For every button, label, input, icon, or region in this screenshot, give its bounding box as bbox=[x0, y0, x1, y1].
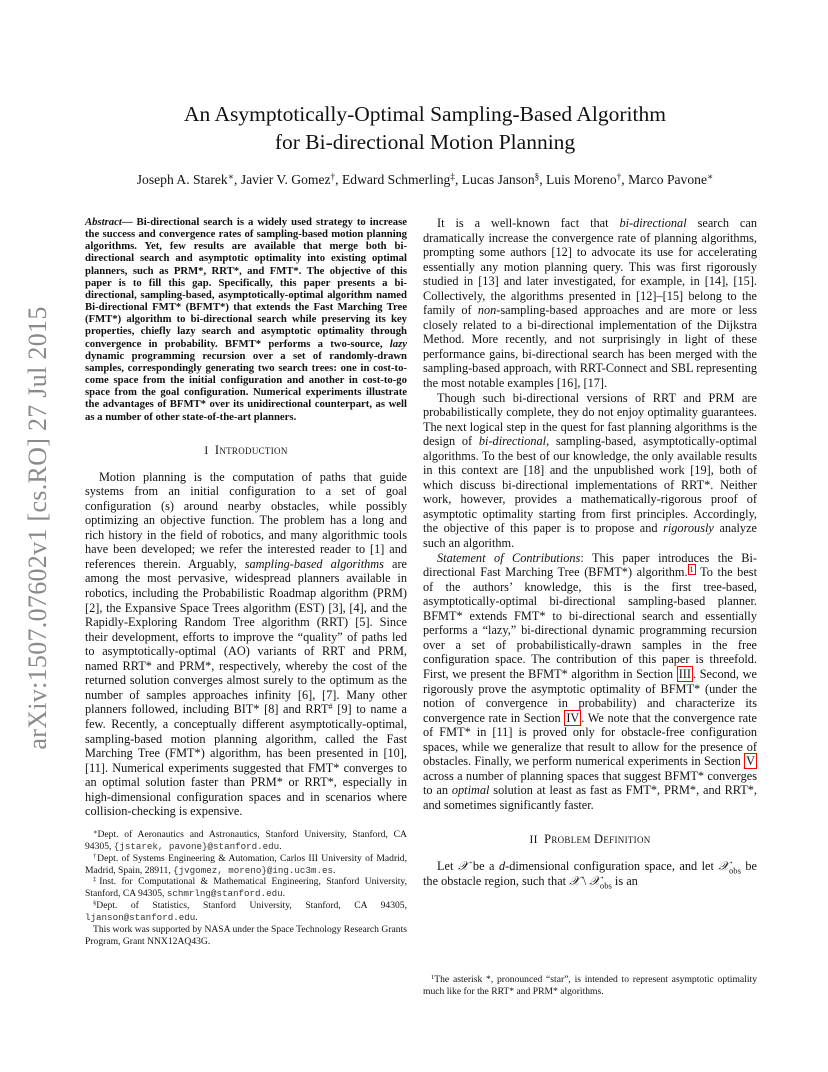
abstract: Abstract— Bi-directional search is a widely used strategy to increase the success and convergence rates of sampling-based motion planning algorithms. Yet, few results are available that merge both bi-directional search and asymptotic optimality into existing optimal planners, such as PRM*, RRT*, and FMT*. The objective of this paper is to fill this gap. Specifically, this paper presents a bi-directional, sampling-based, asymptotically-optimal algorithm named Bi-directional FMT* (BFMT*) that extends the Fast Marching Tree (FMT*) algorithm to bi-directional search while preserving its key properties, chiefly lazy search and asymptotic optimality through convergence in probability. BFMT* performs a two-source, lazy dynamic programming recursion over a set of randomly-drawn samples, correspondingly generating two search trees: one in cost-to-come space from the initial configuration and another in cost-to-go space from the goal configuration. Numerical experiments illustrate the advantages of BFMT* over its unidirectional counterpart, as well as a number of other state-of-the-art planners. bbox=[85, 216, 407, 423]
body-paragraph: Though such bi-directional versions of RRT and PRM are probabilistically complete, they do not enjoy optimality guarantees. The next logical step in the quest for fast planning algorithms is the design of bi-directional, sampling-based, asymptotically-optimal algorithms. To the best of our knowledge, the only available results in this context are [18] and the unpublished work [19], both of which discuss bi-directional implementations of RRT*. Neither work, however, provides a mathematically-rigorous proof of asymptotic optimality starting from first principles. Accordingly, the objective of this paper is to propose and rigorously analyze such an algorithm. bbox=[423, 390, 757, 551]
body-paragraph: Let 𝒳 be a d-dimensional configuration space, and let 𝒳$_{obs}$ be the obstacle region, such that 𝒳 \ 𝒳$_{obs}$ is an bbox=[423, 859, 758, 891]
affiliation-footnotes: ∗Dept. of Aeronautics and Astronautics, Stanford University, Stanford, CA 94305, {jstarek, pavone}@stanford.edu. †Dept. of Systems Engineering & Automation, Carlos III University of Madrid, Madrid, Spain, 28911, {jvgomez, moreno}@ing.uc3m.es. ‡Inst. for Computational & Mathematical Engineering, Stanford University, Stanford, CA 94305, schmrlng@stanford.edu. §Dept. of Statistics, Stanford University, Stanford, CA 94305, ljanson@stanford.edu. This work was supported by NASA under the Space Technology Research Grants Program, Grant NNX12AQ43G. bbox=[85, 828, 408, 947]
arxiv-sidebar-stamp: arXiv:1507.07602v1 [cs.RO] 27 Jul 2015 bbox=[23, 306, 52, 750]
right-column bbox=[423, 216, 757, 889]
left-column bbox=[85, 216, 407, 948]
section-heading-problem-definition: II Problem Definition bbox=[529, 832, 651, 847]
author-list: Joseph A. Starek∗, Javier V. Gomez†, Edward Schmerling‡, Lucas Janson§, Luis Moreno†, Marco Pavone∗ bbox=[136, 171, 714, 187]
body-paragraph: Statement of Contributions: This paper introduces the Bi-directional Fast Marching Tree (BFMT*) algorithm. $^1$ To the best of the authors’ knowledge, this is the first tree-based, asymptotically-optimal bi-directional sampling-based planner. BFMT* extends FMT* to bi-directional search and essentially performs a “lazy,” bi-directional dynamic programming recursion over a set of probabilistically-drawn samples in the free configuration space. The contribution of this paper is threefold. First, we present the BFMT* algorithm in Section III . Second, we rigorously prove the asymptotic optimality of BFMT* (under the notion of convergence in probability) and characterize its convergence rate in Section IV . We note that the convergence rate of FMT* in [11] is proved only for obstacle-free configuration spaces, while we generalize that result to allow for the presence of obstacles. Finally, we perform numerical experiments in Section V across a number of planning spaces that suggest BFMT* converges to an optimal solution at least as fast as FMT*, PRM*, and RRT*, and sometimes significantly faster. bbox=[423, 550, 757, 812]
body-paragraph: It is a well-known fact that bi-directional search can dramatically increase the convergence rate of planning algorithms, prompting some authors [12] to advocate its use for accelerating essentially any motion planning query. This was first rigorously studied in [13] and later investigated, for example, in [14], [15]. Collectively, the algorithms presented in [12]–[15] belong to the family of non-sampling-based approaches and are more or less closely related to a bi-directional implementation of the Dijkstra Method. More recently, and not surprisingly in light of these performance gains, bi-directional search has been merged with the sampling-based approach, with RRT-Connect and SBL representing the most notable examples [16], [17]. bbox=[423, 216, 758, 391]
paper-title: An Asymptotically-Optimal Sampling-Based Algorithm for Bi-directional Motion Planning bbox=[184, 102, 666, 154]
footnote-star: $^1$The asterisk *, pronounced “star”, is intended to represent asymptotic optimality much like for the RRT* and PRM* algorithms. bbox=[423, 973, 757, 997]
section-heading-introduction: I Introduction bbox=[204, 442, 288, 457]
intro-paragraph: Motion planning is the computation of paths that guide systems from an initial configuration to a set of goal configuration (s) around nearby obstacles, while possibly optimizing an objective function. The problem has a long and rich history in the field of robotics, and many algorithmic tools have been developed; we refer the interested reader to [1] and references therein. Arguably, sampling-based algorithms are among the most pervasive, widespread planners available in robotics, including the Probabilistic Roadmap algorithm (PRM) [2], the Expansive Space Trees algorithm (EST) [3], [4], and the Rapidly-Exploring Random Tree algorithm (RRT) [5]. Since their development, efforts to improve the “quality” of paths led to asymptotically-optimal (AO) variants of RRT and PRM, named RRT* and PRM*, respectively, whereby the cost of the returned solution converges almost surely to the optimum as the number of samples approaches infinity [6], [7]. Many other planners followed, including BIT* [8] and RRT# [9] to name a few. Recently, a conceptually different asymptotically-optimal, sampling-based motion planning algorithm, called the Fast Marching Tree (FMT*) algorithm, has been presented in [10], [11]. Numerical experiments suggested that FMT* converges to an optimal solution faster than PRM* or RRT*, especially in high-dimensional configuration spaces and in scenarios where collision-checking is expensive. bbox=[85, 469, 408, 819]
